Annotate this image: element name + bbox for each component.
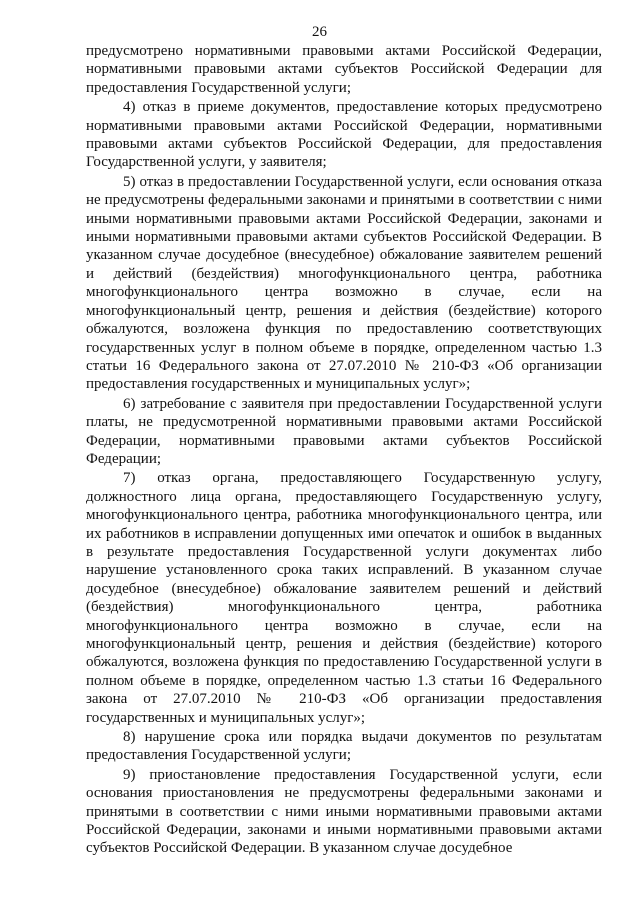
paragraph-item-6: 6) затребование с заявителя при предоставлении Государственной услуги платы, не предусмотренной нормативными правовыми актами Российской Федерации, нормативными правовыми актами субъектов Российской Федерации; bbox=[86, 395, 602, 467]
paragraph-item-9: 9) приостановление предоставления Государственной услуги, если основания приостановления не предусмотрены федеральными законами и принятыми в соответствии с ними иными нормативными правовыми актами Российской Федерации, законами и иными нормативными правовыми актами субъектов Российской Федерации. В указанном случае досудебное bbox=[86, 766, 602, 857]
page-number: 26 bbox=[312, 24, 327, 40]
paragraph-item-8: 8) нарушение срока или порядка выдачи документов по результатам предоставления Государственной услуги; bbox=[86, 729, 602, 764]
paragraph-continuation: предусмотрено нормативными правовыми актами Российской Федерации, нормативными правовыми актами субъектов Российской Федерации для предоставления Государственной услуги; bbox=[86, 43, 602, 96]
document-body bbox=[86, 42, 602, 859]
paragraph-item-7: 7) отказ органа, предоставляющего Государственную услугу, должностного лица органа, предоставляющего Государственную услугу, многофункционального центра, работника многофункционального центра, или их работников в исправлении допущенных ими опечаток и ошибок в выданных в результате предоставления Государственной услуги документах либо нарушение установленного срока таких исправлений. В указанном случае досудебное (внесудебное) обжалование заявителем решений и действий (бездействия) многофункционального центра, работника многофункционального центра возможно в случае, если на многофункциональный центр, решения и действия (бездействие) которого обжалуются, возложена функция по предоставлению Государственной услуги в полном объеме в порядке, определенном частью 1.3 статьи 16 Федерального закона от 27.07.2010 № 210-ФЗ «Об организации предоставления государственных и муниципальных услуг»; bbox=[86, 470, 602, 726]
paragraph-item-5: 5) отказ в предоставлении Государственной услуги, если основания отказа не предусмотрены федеральными законами и принятыми в соответствии с ними иными нормативными правовыми актами Российской Федерации, законами и иными нормативными правовыми актами субъектов Российской Федерации. В указанном случае досудебное (внесудебное) обжалование заявителем решений и действий (бездействия) многофункционального центра, работника многофункционального центра возможно в случае, если на многофункциональный центр, решения и действия (бездействие) которого обжалуются, возложена функция по предоставлению соответствующих государственных услуг в полном объеме в порядке, определенном частью 1.3 статьи 16 Федерального закона от 27.07.2010 № 210-ФЗ «Об организации предоставления государственных и муниципальных услуг»; bbox=[86, 173, 602, 393]
paragraph-item-4: 4) отказ в приеме документов, предоставление которых предусмотрено нормативными правовыми актами Российской Федерации, нормативными правовыми актами субъектов Российской Федерации, для предоставления Государственной услуги, у заявителя; bbox=[86, 99, 602, 171]
